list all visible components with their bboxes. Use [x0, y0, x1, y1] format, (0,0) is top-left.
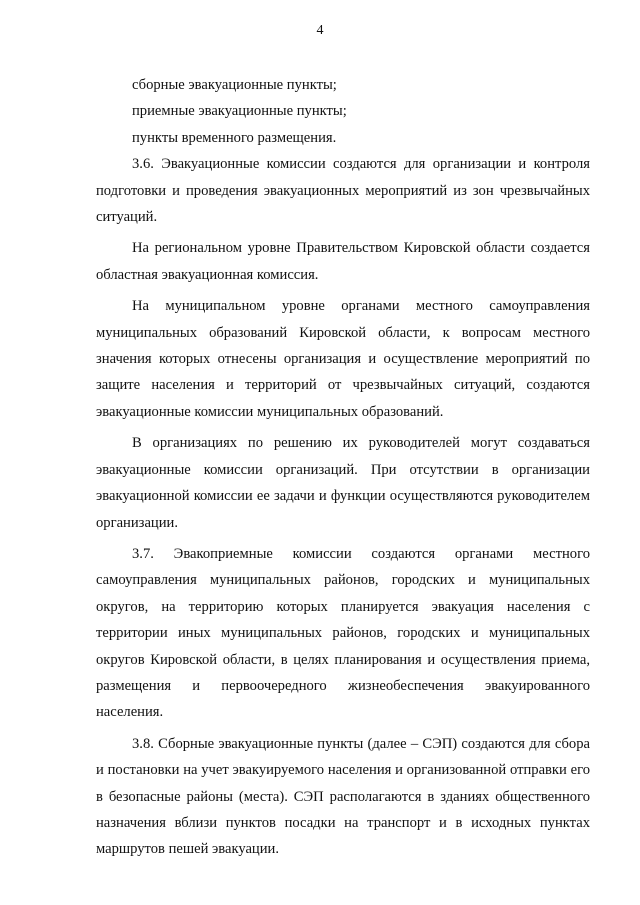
paragraph-organizations: В организациях по решению их руководителей могут создаваться эвакуационные комиссии организаций. При отсутствии в организации эвакуационной комиссии ее задачи и функции осуществляются руководителем организации. — [96, 435, 590, 531]
document-body — [96, 72, 590, 863]
paragraph-3-6: 3.6. Эвакуационные комиссии создаются для организации и контроля подготовки и проведения эвакуационных мероприятий из зон чрезвычайных ситуаций. — [96, 156, 590, 226]
paragraph-municipal-level: На муниципальном уровне органами местного самоуправления муниципальных образований Кировской области, к вопросам местного значения которых отнесены организация и осуществление мероприятий по защите населения и территорий от чрезвычайных ситуаций, создаются эвакуационные комиссии муниципальных образований. — [96, 298, 590, 420]
page-number: 4 — [316, 23, 324, 38]
list-item: пункты временного размещения. — [132, 129, 337, 146]
paragraph-regional-level: На региональном уровне Правительством Кировской области создается областная эвакуационная комиссия. — [96, 240, 590, 283]
paragraph-3-8: 3.8. Сборные эвакуационные пункты (далее – СЭП) создаются для сбора и постановки на учет эвакуируемого населения и организованной отправки его в безопасные районы (места). СЭП располагаются в зданиях общественного назначения вблизи пунктов посадки на транспорт и в исходных пунктах маршрутов пешей эвакуации. — [96, 735, 590, 858]
paragraph-3-7: 3.7. Эвакоприемные комиссии создаются органами местного самоуправления муниципальных районов, городских и муниципальных округов, на территорию которых планируется эвакуация населения с территории иных муниципальных районов, городских и муниципальных округов Кировской области, в целях планирования и осуществления приема, размещения и первоочередного жизнеобеспечения эвакуированного населения. — [96, 545, 590, 721]
list-item: сборные эвакуационные пункты; — [132, 77, 337, 93]
list-item: приемные эвакуационные пункты; — [132, 103, 347, 120]
